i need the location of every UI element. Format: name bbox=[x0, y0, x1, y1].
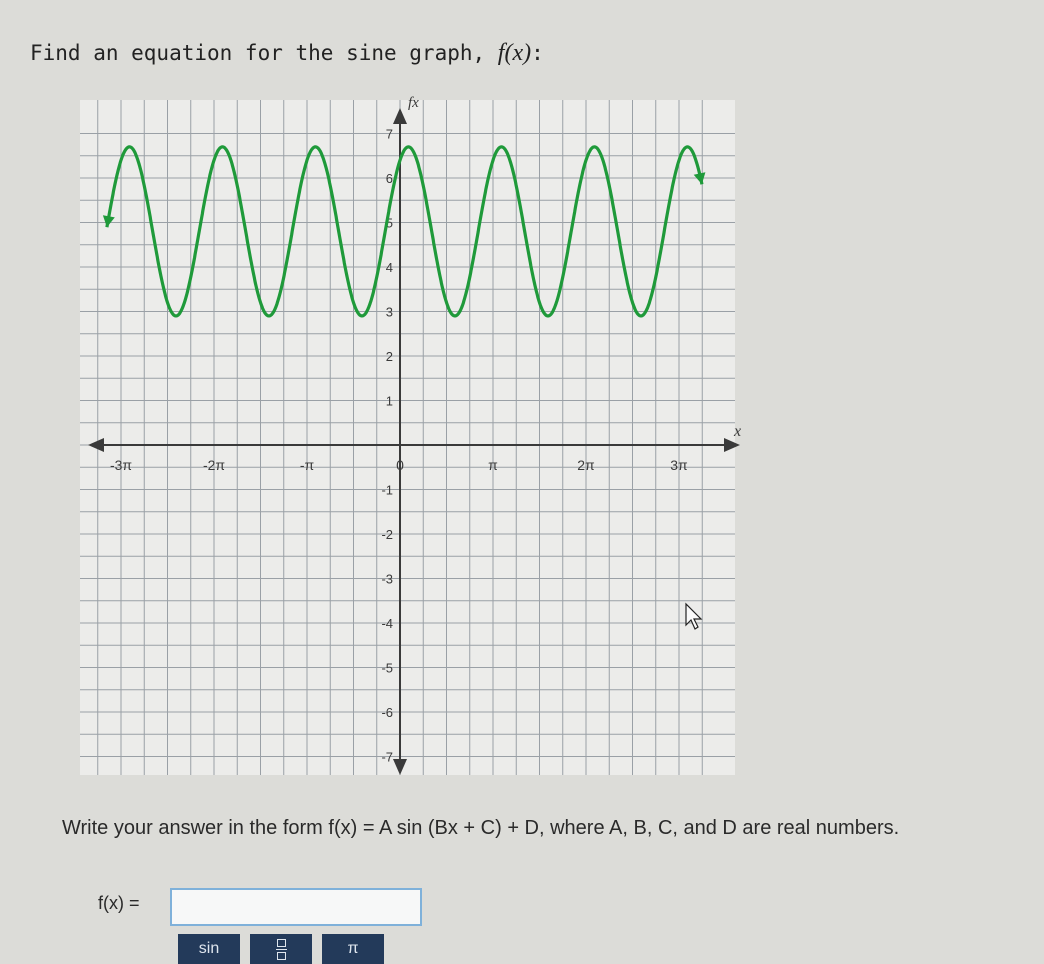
y-axis-label: fx bbox=[408, 95, 419, 111]
x-tick-label: 3π bbox=[670, 457, 688, 473]
question-suffix: : bbox=[531, 41, 544, 65]
x-tick-label: 0 bbox=[396, 457, 404, 473]
question-prefix: Find an equation for the sine graph, bbox=[30, 41, 498, 65]
y-tick-label: -1 bbox=[381, 482, 393, 498]
y-tick-label: 7 bbox=[385, 126, 393, 142]
y-tick-label: -7 bbox=[381, 749, 393, 765]
y-tick-label: 1 bbox=[385, 393, 393, 409]
y-tick-label: -5 bbox=[381, 660, 393, 676]
pi-button[interactable]: π bbox=[322, 934, 384, 964]
y-tick-label: 2 bbox=[385, 349, 393, 364]
answer-input[interactable] bbox=[170, 888, 422, 926]
y-tick-label: 4 bbox=[385, 260, 393, 275]
x-axis-label: x bbox=[734, 423, 742, 440]
answer-label: f(x) = bbox=[98, 893, 140, 913]
x-tick-label: -π bbox=[299, 457, 315, 473]
x-tick-label: -2π bbox=[202, 457, 226, 473]
y-tick-label: 5 bbox=[385, 215, 393, 231]
x-tick-label: π bbox=[488, 457, 498, 473]
y-tick-label: -2 bbox=[381, 527, 393, 542]
y-tick-label: 6 bbox=[385, 171, 393, 186]
y-tick-label: -3 bbox=[381, 571, 393, 587]
grid-background bbox=[80, 100, 735, 775]
y-tick-label: -4 bbox=[381, 616, 393, 631]
y-tick-label: 3 bbox=[385, 304, 393, 320]
x-tick-label: 2π bbox=[577, 457, 595, 473]
x-tick-label: -3π bbox=[109, 457, 133, 473]
y-tick-label: -6 bbox=[381, 705, 393, 720]
instruction-text: Write your answer in the form f(x) = A sin (Bx + C) + D, where A, B, C, and D are real numbers. bbox=[62, 817, 900, 839]
sin-button[interactable]: sin bbox=[178, 934, 240, 964]
fraction-icon bbox=[276, 939, 287, 960]
question-function: f(x) bbox=[497, 40, 532, 66]
